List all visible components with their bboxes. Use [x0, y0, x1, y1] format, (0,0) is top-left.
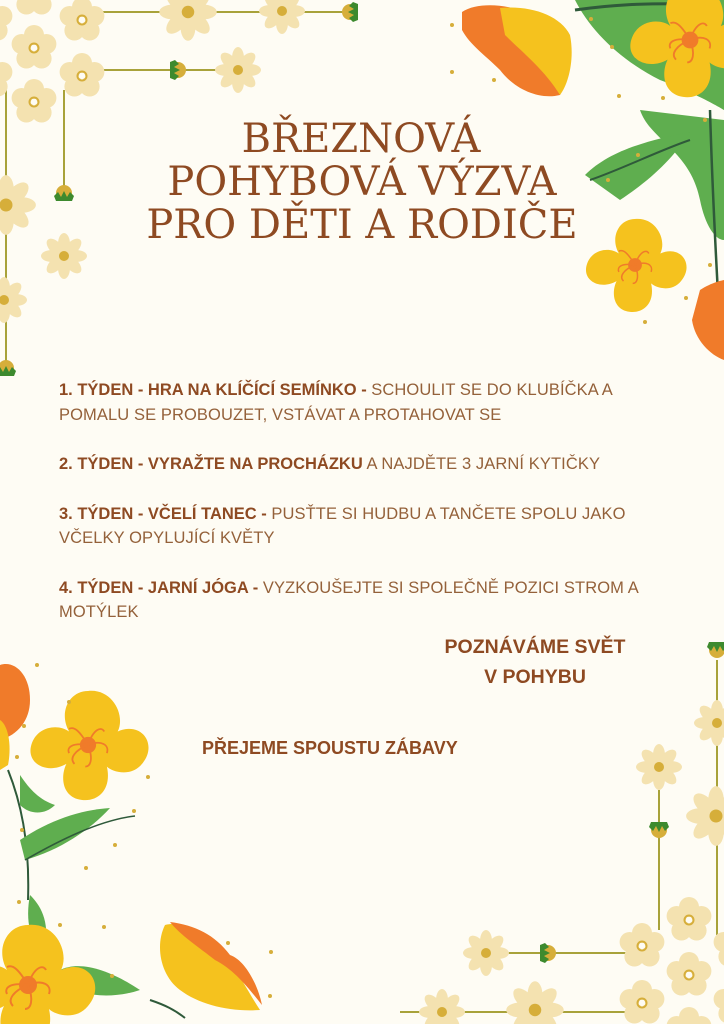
week-heading: 1. TÝDEN - HRA NA KLÍČÍCÍ SEMÍNKO -	[59, 381, 372, 399]
closing-wish: PŘEJEME SPOUSTU ZÁBAVY	[202, 738, 458, 758]
top-left-heart-flowers	[0, 0, 104, 123]
week-heading: 3. TÝDEN - VČELÍ TANEC -	[59, 504, 272, 523]
bottom-right-daisies	[419, 700, 724, 1024]
week-description: VYZKOUŠEJTE SI SPOLEČNĚ POZICI STROM A MOTÝLEK	[59, 578, 638, 621]
bottom-left-flowers	[0, 664, 262, 1024]
page-title	[0, 118, 724, 247]
title-line-2: POHYBOVÁ VÝZVA	[167, 159, 557, 205]
motto	[400, 632, 670, 692]
title-line-3: PRO DĚTI A RODIČE	[146, 202, 578, 248]
week-item-4	[59, 576, 679, 625]
weekly-challenges	[59, 378, 679, 650]
week-heading: 4. TÝDEN - JARNÍ JÓGA -	[59, 578, 263, 597]
week-description: A NAJDĚTE 3 JARNÍ KYTIČKY	[362, 455, 601, 473]
motto-line-1: POZNÁVÁME SVĚT	[444, 636, 626, 658]
bottom-right-heart-flowers	[620, 897, 724, 1024]
week-description: PUSŤTE SI HUDBU A TANČETE SPOLU JAKO VČELKY OPYLUJÍCÍ KVĚTY	[59, 504, 626, 547]
week-heading: 2. TÝDEN - VYRAŽTE NA PROCHÁZKU	[59, 455, 363, 473]
week-item-2	[59, 452, 679, 477]
week-item-3	[59, 502, 679, 551]
bottom-left-dots	[15, 663, 273, 998]
title-line-1: BŘEZNOVÁ	[241, 116, 481, 162]
week-description: SCHOULIT SE DO KLUBÍČKA A POMALU SE PROBOUZET, VSTÁVAT A PROTAHOVAT SE	[59, 381, 612, 424]
week-item-1	[59, 378, 679, 427]
bottom-right-vines	[400, 660, 717, 1012]
motto-line-2: V POHYBU	[484, 666, 586, 688]
